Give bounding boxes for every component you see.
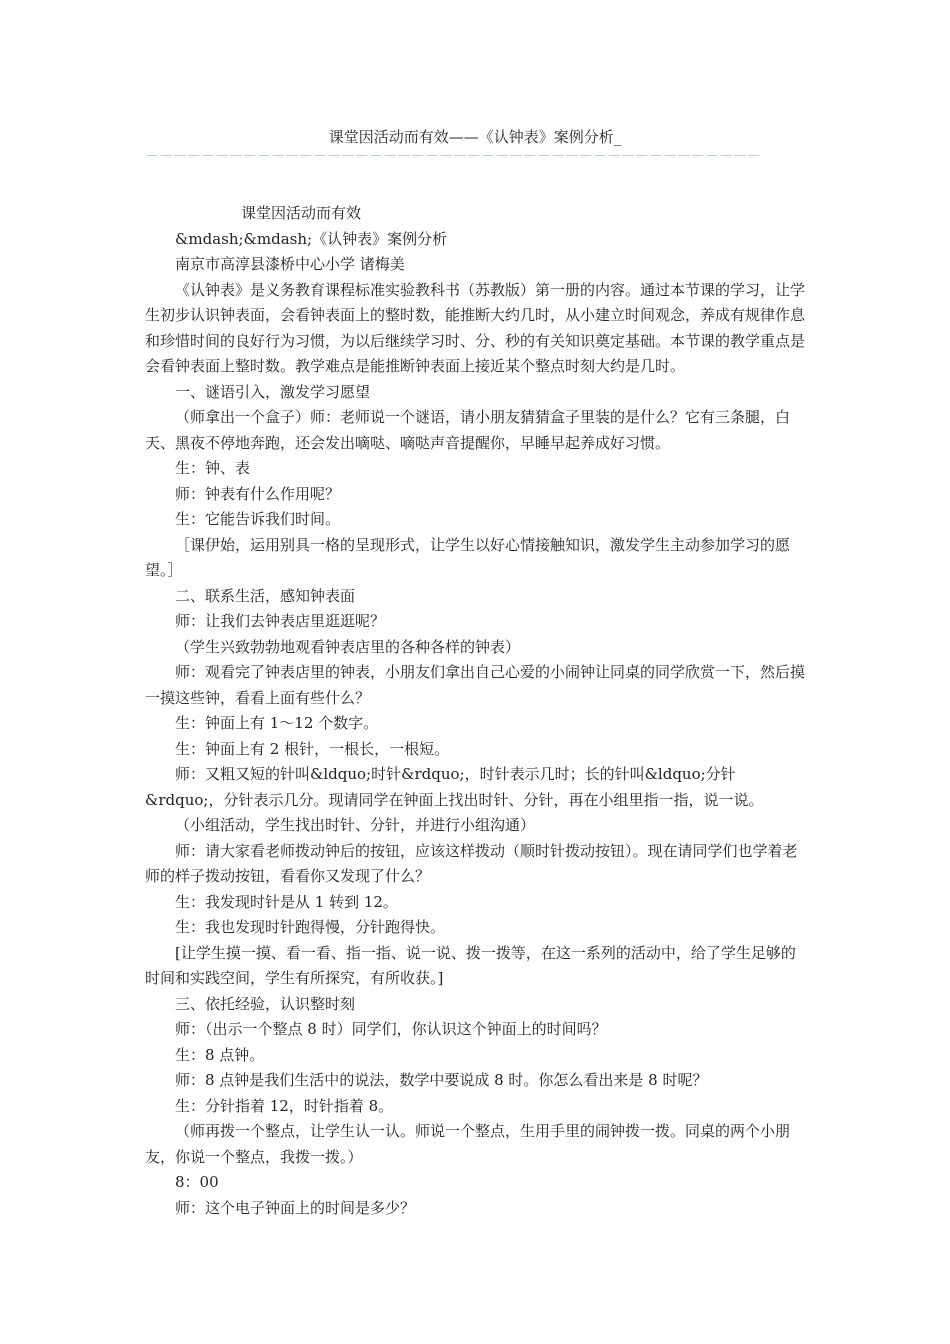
paragraph: 师：观看完了钟表店里的钟表，小朋友们拿出自己心爱的小闹钟让同桌的同学欣赏一下，然后摸一摸这些钟，看看上面有些什么？ [145,663,806,707]
paragraph: 师：让我们去钟表店里逛逛呢？ [175,612,386,630]
author-line: 南京市高淳县漆桥中心小学 诸梅美 [175,255,405,273]
paragraph: 师：钟表有什么作用呢？ [175,484,341,503]
paragraph: 师：又粗又短的针叫&ldquo;时针&rdquo;，时针表示几时；长的针叫&ldquo;分针&rdquo;，分针表示几分。现请同学在钟面上找出时针、分针，再在小组里指一指，说一说。 [145,765,764,809]
paragraph: （师拿出一个盒子）师：老师说一个谜语，请小朋友猜猜盒子里装的是什么？它有三条腿，白天、黑夜不停地奔跑，还会发出嘀哒、嘀哒声音提醒你，早睡早起养成好习惯。 [145,408,791,452]
paragraph: [让学生摸一摸、看一看、指一指、说一说、拨一拨等，在这一系列的活动中，给了学生足够的时间和实践空间，学生有所探究，有所收获。] [145,943,796,987]
paragraph: 师：请大家看老师拨动钟后的按钮，应该这样拨动（顺时针拨动按钮）。现在请同学们也学着老师的样子拨动按钮，看看你又发现了什么？ [145,841,798,885]
paragraph: （学生兴致勃勃地观看钟表店里的各种各样的钟表） [175,637,521,656]
document-body [145,201,807,1221]
paragraph: （师再拨一个整点，让学生认一认。师说一个整点，生用手里的闹钟拨一拨。同桌的两个小朋友，你说一个整点，我拨一拨。） [145,1122,791,1166]
article-heading: 课堂因活动而有效 [241,204,362,222]
paragraph: 8：00 [175,1173,219,1191]
paragraph: 师：（出示一个整点 8 时）同学们，你认识这个钟面上的时间吗？ [175,1020,607,1038]
paragraph: 《认钟表》是义务教育课程标准实验教科书（苏教版）第一册的内容。通过本节课的学习，让学生初步认识钟表面，会看钟表面上的整时数，能推断大约几时，从小建立时间观念，养成有规律作息和珍惜时间的良好行为习惯，为以后继续学习时、分、秒的有关知识奠定基础。本节课的教学重点是会看钟表面上整时数。教学难点是能推断钟表面上接近某个整点时刻大约是几时。 [145,280,806,375]
paragraph: 生：钟面上有 1～12 个数字。 [175,714,379,732]
paragraph: 师：这个电子钟面上的时间是多少？ [175,1198,416,1217]
paragraph: 生：我也发现时针跑得慢，分针跑得快。 [175,918,446,936]
paragraph: （小组活动，学生找出时针、分针，并进行小组沟通） [175,816,536,834]
paragraph: 生：钟、表 [175,459,251,477]
paragraph: 生：我发现时针是从 1 转到 12。 [175,892,398,911]
paragraph: 师：8 点钟是我们生活中的说法，数学中要说成 8 时。你怎么看出来是 8 时呢？ [175,1071,708,1089]
article-subheading: &mdash;&mdash;《认钟表》案例分析 [175,229,448,248]
section-heading: 三、依托经验，认识整时刻 [175,994,356,1013]
paragraph: 生：钟面上有 2 根针，一根长，一根短。 [175,739,450,758]
document-title: 课堂因活动而有效——《认钟表》案例分析_ [328,128,622,146]
section-heading: 二、联系生活，感知钟表面 [175,586,356,605]
paragraph: ［课伊始，运用别具一格的呈现形式，让学生以好心情接触知识，激发学生主动参加学习的愿望。］ [145,535,791,579]
paragraph: 生：它能告诉我们时间。 [175,510,341,528]
title-divider: －－－－－－－－－－－－－－－－－－－－－－－－－－－－－－－－－－－－－－－－－－－－ [145,149,761,165]
paragraph: 生：分针指着 12，时针指着 8。 [175,1096,394,1115]
section-heading: 一、谜语引入，激发学习愿望 [175,382,371,401]
paragraph: 生：8 点钟。 [175,1045,265,1064]
